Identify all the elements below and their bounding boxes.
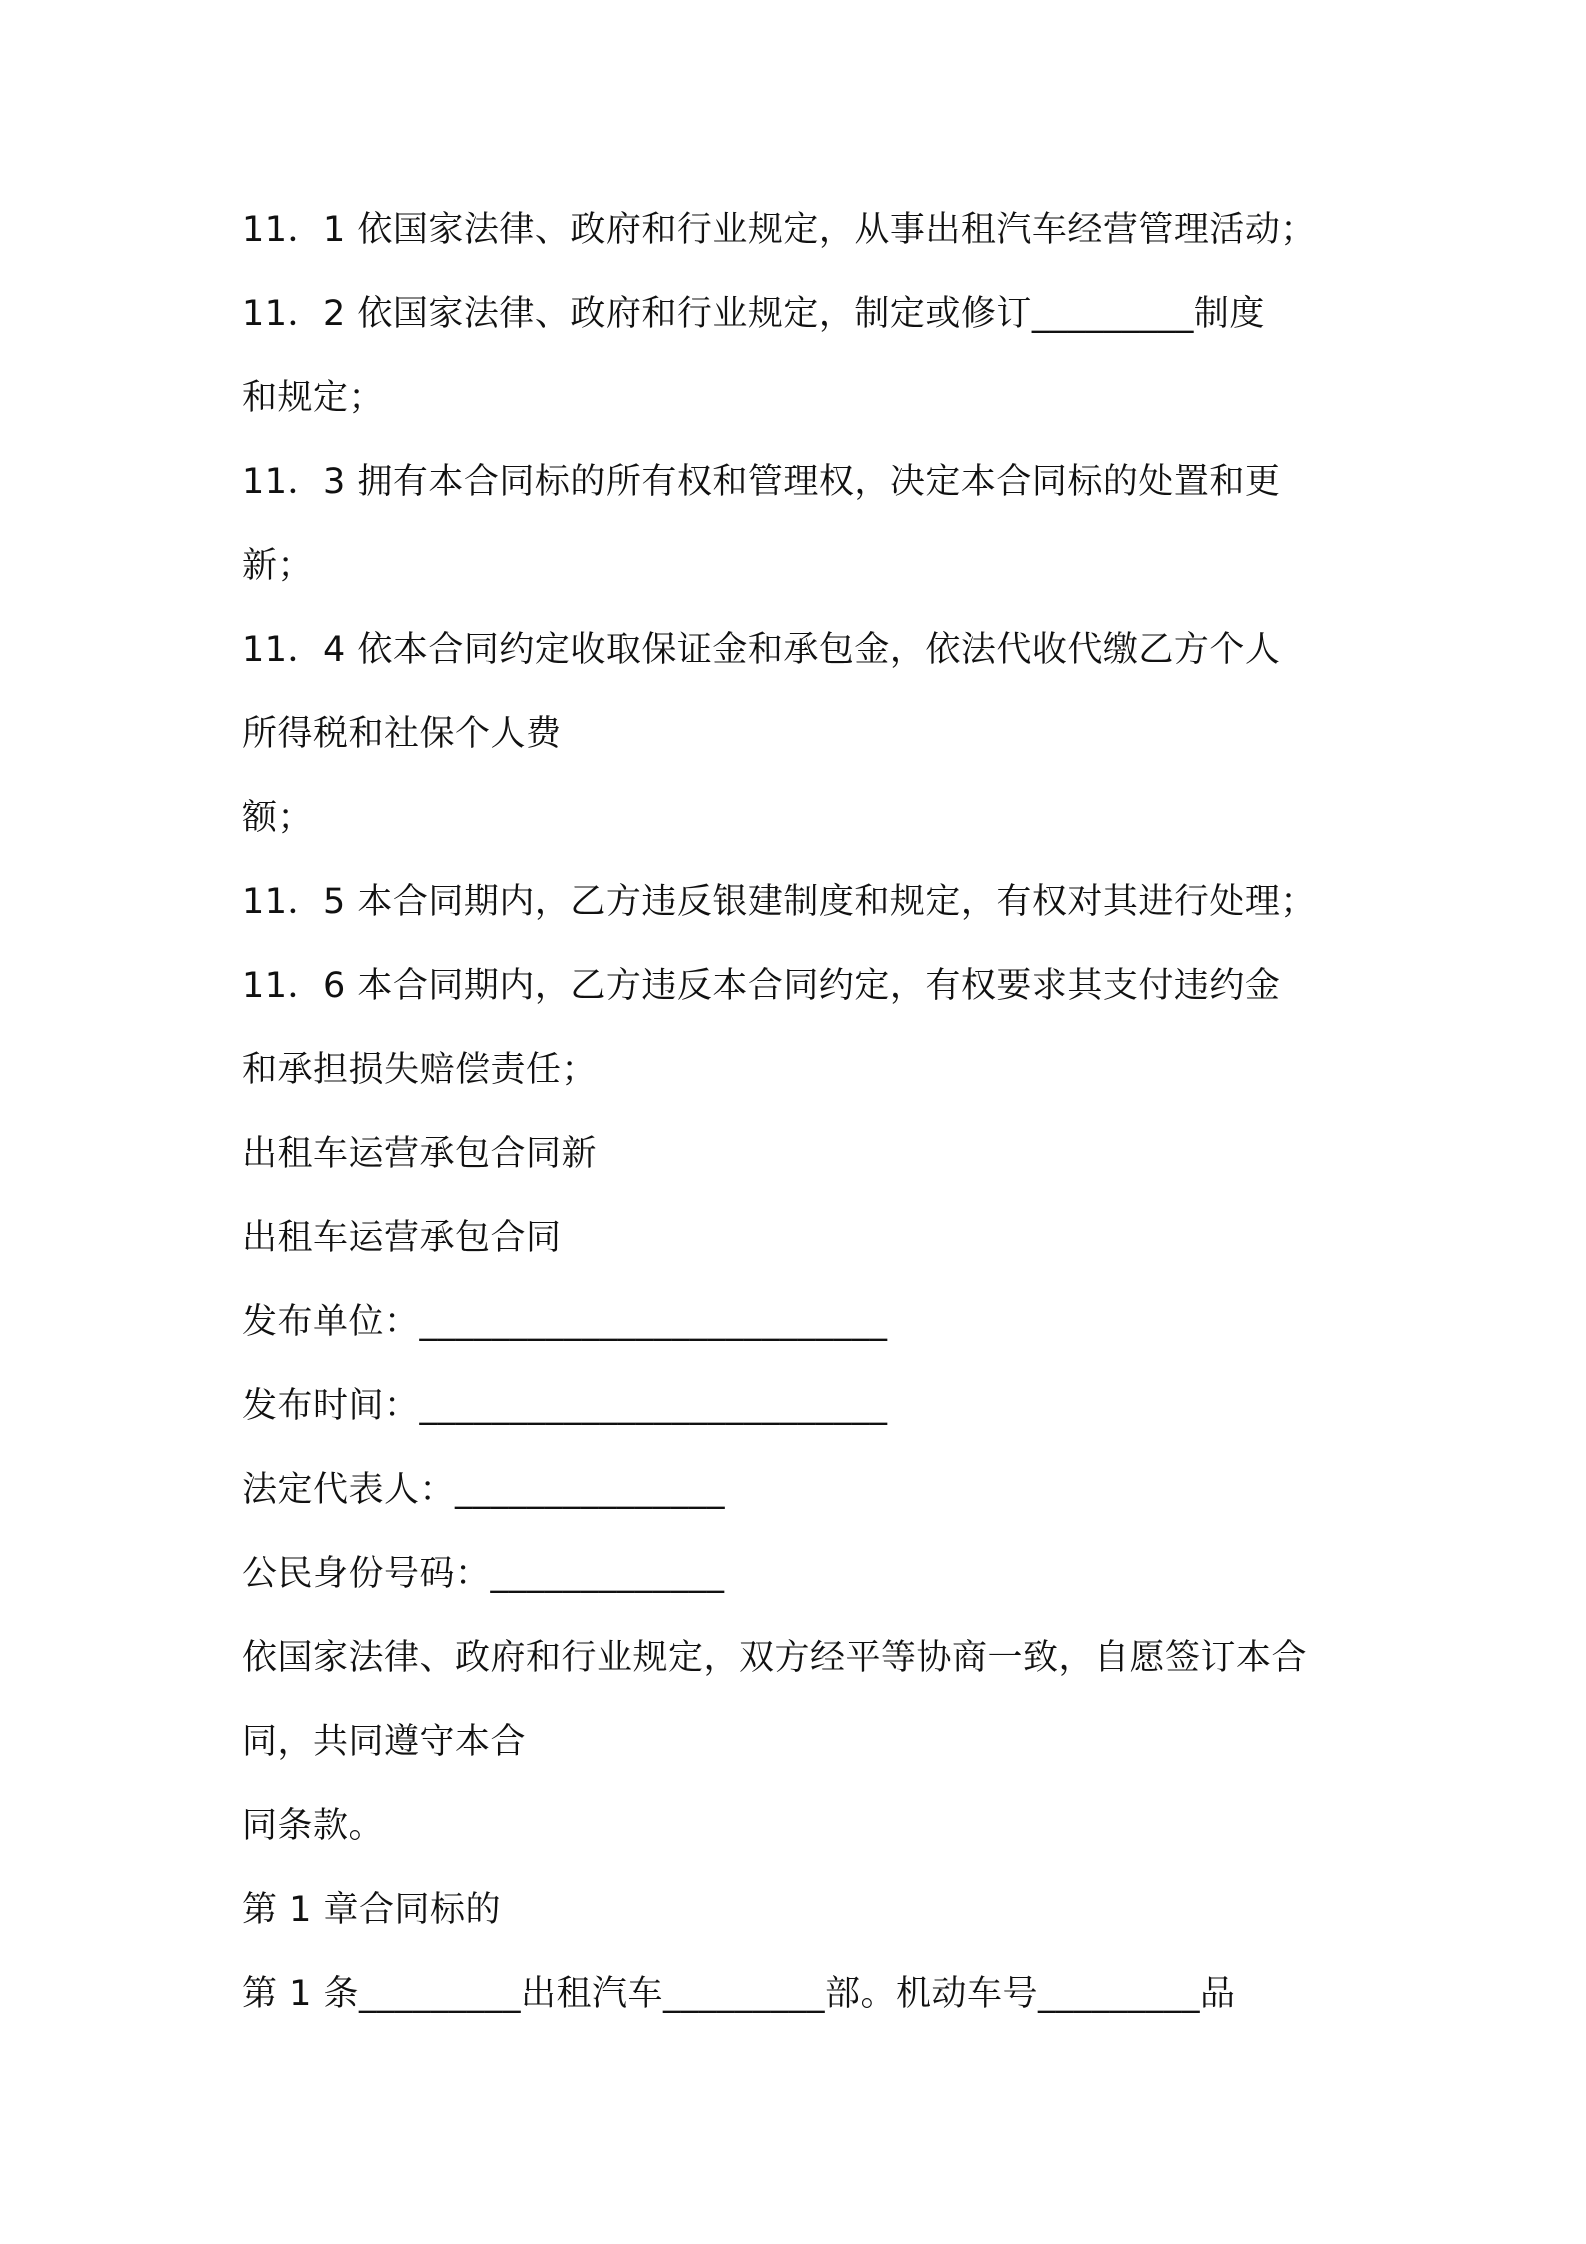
clause-11-4-cont-2: 额； [242,798,314,838]
clause-11-2: 11．2 依国家法律、政府和行业规定，制定或修订_________制度 [242,294,1265,334]
contract-heading-new: 出租车运营承包合同新 [242,1134,598,1174]
publisher-field: 发布单位：__________________________ [242,1302,888,1342]
clause-11-6-cont: 和承担损失赔偿责任； [242,1050,598,1090]
clause-11-3: 11．3 拥有本合同标的所有权和管理权，决定本合同标的处置和更 [242,462,1281,502]
preamble-line-1: 依国家法律、政府和行业规定，双方经平等协商一致，自愿签订本合 [242,1638,1308,1678]
article-1: 第 1 条_________出租汽车_________部。机动车号_________品 [242,1974,1236,2014]
clause-11-5: 11．5 本合同期内，乙方违反银建制度和规定，有权对其进行处理； [242,882,1316,922]
publish-time-field: 发布时间：__________________________ [242,1386,888,1426]
clause-11-4-cont: 所得税和社保个人费 [242,714,562,754]
clause-11-6: 11．6 本合同期内，乙方违反本合同约定，有权要求其支付违约金 [242,966,1281,1006]
legal-representative-field: 法定代表人：_______________ [242,1470,726,1510]
preamble-line-2: 同，共同遵守本合 [242,1722,527,1762]
id-number-field: 公民身份号码：_____________ [242,1554,725,1594]
chapter-1-heading: 第 1 章合同标的 [242,1890,502,1930]
contract-title: 出租车运营承包合同 [242,1218,562,1258]
clause-11-3-cont: 新； [242,546,314,586]
clause-11-2-cont: 和规定； [242,378,385,418]
clause-11-1: 11．1 依国家法律、政府和行业规定，从事出租汽车经营管理活动； [242,210,1316,250]
clause-11-4: 11．4 依本合同约定收取保证金和承包金，依法代收代缴乙方个人 [242,630,1281,670]
preamble-line-3: 同条款。 [242,1806,385,1846]
